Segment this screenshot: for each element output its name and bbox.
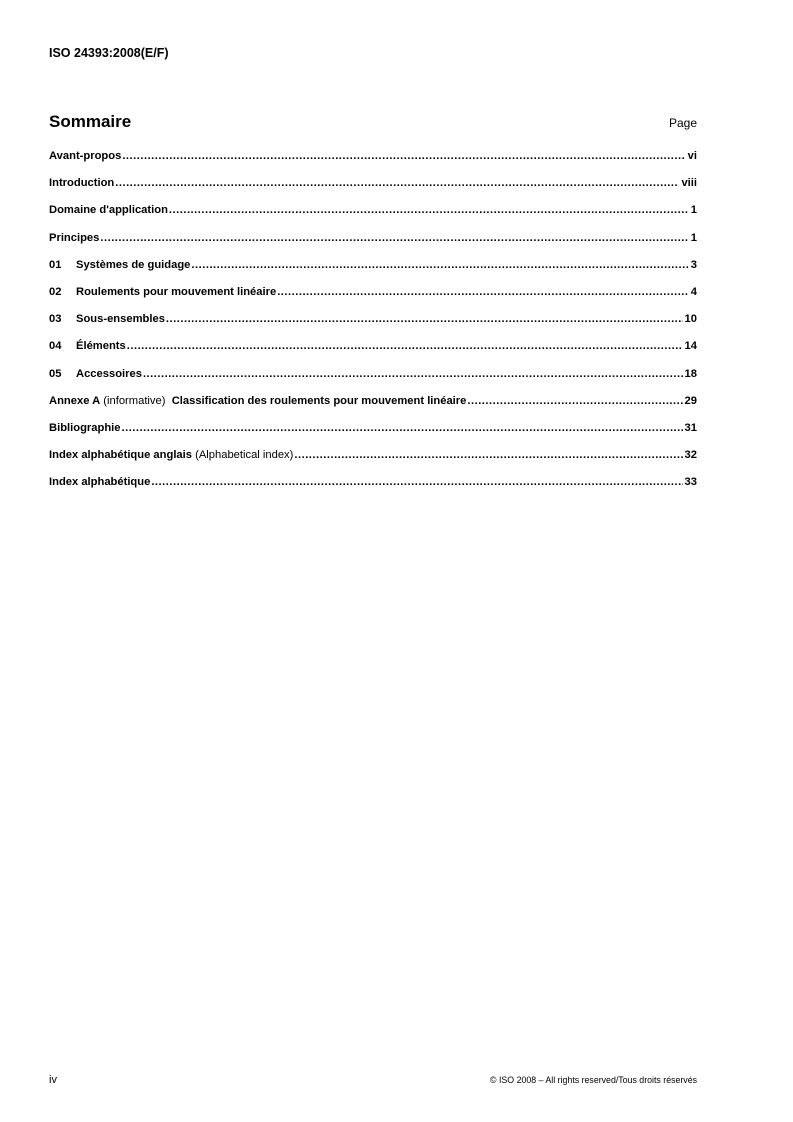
dot-leader: [166, 313, 683, 325]
toc-entry-label: Index alphabétique: [49, 476, 151, 489]
toc-entry-label: [49, 395, 466, 407]
toc-title: Sommaire: [49, 112, 132, 131]
toc-entry-label: Introduction: [49, 177, 115, 190]
toc-entry-label: Domaine d'application: [49, 204, 168, 217]
toc-entry-label: Sous-ensembles: [76, 313, 165, 326]
toc-entry-number: 01: [49, 258, 62, 271]
toc-entry-annexe-a[interactable]: [49, 395, 697, 422]
toc-entry-page: 10: [684, 313, 697, 326]
annex-note: (informative): [103, 394, 166, 407]
toc-entry-page: 31: [684, 421, 697, 434]
annex-title: Classification des roulements pour mouvement linéaire: [171, 394, 467, 407]
document-id: ISO 24393:2008(E/F): [49, 46, 169, 60]
toc-entry-05[interactable]: [49, 368, 697, 395]
annex-label: Annexe A: [49, 394, 101, 407]
dot-leader: [127, 340, 683, 352]
toc-entry-page: 3: [690, 258, 697, 271]
toc-page-column-label: Page: [668, 116, 697, 130]
toc-entry-page: 1: [690, 231, 697, 244]
dot-leader: [122, 150, 685, 162]
toc-entry-02[interactable]: [49, 286, 697, 313]
toc-entry-page: 32: [684, 449, 697, 462]
toc-entry-page: 18: [684, 367, 697, 380]
dot-leader: [143, 368, 683, 380]
toc-entry-avant-propos[interactable]: [49, 150, 697, 177]
toc-entry-04[interactable]: [49, 340, 697, 367]
toc-entry-page: 1: [690, 204, 697, 217]
toc-entry-number: 02: [49, 285, 62, 298]
toc-entry-index-alphabetique[interactable]: [49, 476, 697, 503]
toc-entry-label: [49, 449, 293, 461]
page-number: iv: [49, 1074, 57, 1086]
toc-entry-label: Avant-propos: [49, 150, 122, 162]
toc-entry-number: 03: [49, 313, 62, 326]
toc-entry-domaine-application[interactable]: [49, 204, 697, 231]
toc-entry-01[interactable]: [49, 259, 697, 286]
toc-entry-introduction[interactable]: [49, 177, 697, 204]
toc-entry-label: Systèmes de guidage: [76, 258, 191, 271]
dot-leader: [115, 177, 679, 189]
toc-entry-principes[interactable]: [49, 232, 697, 259]
dot-leader: [121, 422, 682, 434]
toc-entry-number: 05: [49, 367, 62, 380]
table-of-contents: [49, 150, 697, 503]
toc-entry-bibliographie[interactable]: [49, 422, 697, 449]
index-label: Index alphabétique anglais: [49, 449, 192, 462]
toc-entry-page: viii: [681, 177, 697, 190]
toc-heading: [49, 112, 697, 132]
toc-entry-page: 29: [684, 394, 697, 407]
toc-entry-page: 4: [690, 285, 697, 298]
toc-entry-label: Éléments: [76, 340, 126, 353]
dot-leader: [151, 476, 682, 488]
index-note: (Alphabetical index): [195, 449, 294, 462]
toc-entry-index-anglais[interactable]: [49, 449, 697, 476]
toc-entry-label: Bibliographie: [49, 421, 121, 434]
toc-entry-page: vi: [687, 150, 697, 162]
dot-leader: [277, 286, 689, 298]
toc-entry-label: Principes: [49, 231, 100, 244]
toc-entry-page: 14: [684, 340, 697, 353]
toc-entry-label: Accessoires: [76, 367, 142, 380]
toc-entry-03[interactable]: [49, 313, 697, 340]
dot-leader: [169, 204, 689, 216]
dot-leader: [100, 232, 688, 244]
dot-leader: [294, 449, 682, 461]
dot-leader: [191, 259, 688, 271]
copyright-notice: © ISO 2008 – All rights reserved/Tous droits réservés: [490, 1075, 697, 1085]
toc-entry-page: 33: [684, 476, 697, 489]
toc-entry-number: 04: [49, 340, 62, 353]
dot-leader: [467, 395, 682, 407]
toc-entry-label: Roulements pour mouvement linéaire: [76, 285, 277, 298]
